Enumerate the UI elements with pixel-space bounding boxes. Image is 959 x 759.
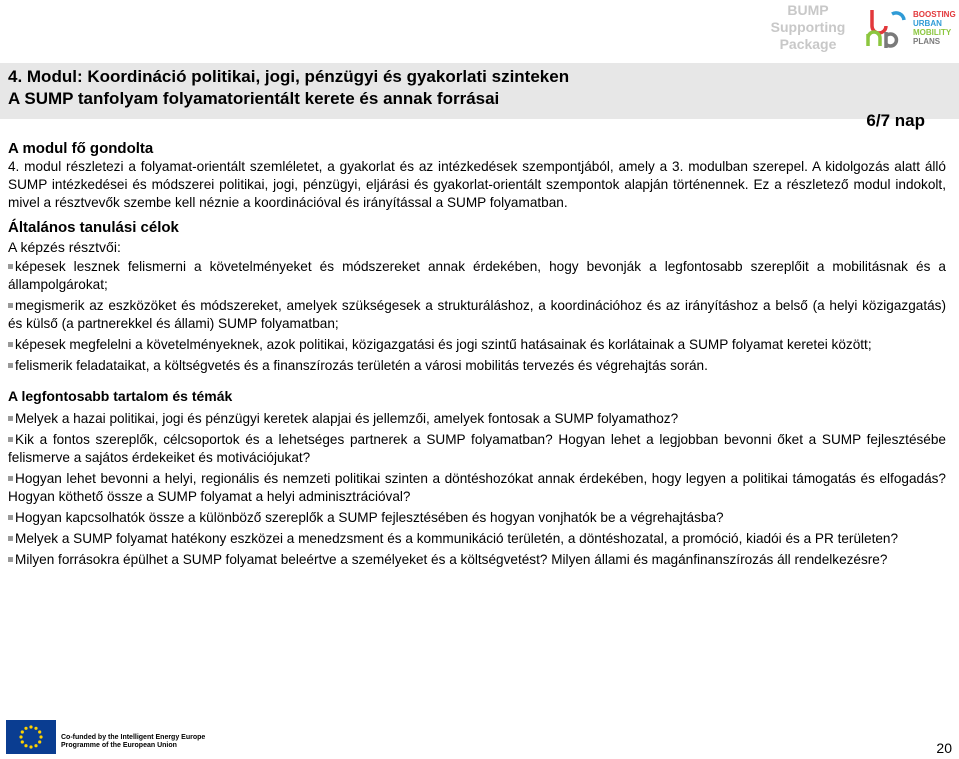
objectives-list [8, 258, 946, 375]
intro-text: 4. modul részletezi a folyamat-orientált szemléletet, a gyakorlat és az intézkedések szempontjából, amely a 3. modulban szerepel. A kidolgozás alatt álló SUMP intézkedései és módszerei politikai, jogi, pénzügyi, eljárási és gyakorlat-orientált szempontok alapján történennek. Ez a részletező modul indokolt, mivel a résztvevők szembe kell néznie a koordinációval és irányítással a SUMP folyamatban. [8, 159, 946, 210]
content-text: Kik a fontos szereplők, célcsoportok és a lehetséges partnerek a SUMP folyamatban? Hogyan lehet a legjobban bevonni őket a SUMP fejlesztésébe felismerve a sajátos érdekeiket és motivációjukat? [8, 432, 946, 465]
list-item [8, 297, 946, 333]
content-text: Milyen forrásokra épülhet a SUMP folyamat beleértve a személyeket és a költségvetést? Milyen állami és magánfinanszírozás áll rendelkezésre? [15, 552, 888, 567]
bullet-icon [8, 303, 13, 308]
module-subtitle: A SUMP tanfolyam folyamatorientált kerete és annak forrásai [8, 89, 500, 108]
list-item [8, 470, 946, 506]
eu-flag-icon [6, 720, 56, 754]
objective-text: megismerik az eszközöket és módszereket, amelyek szükségesek a strukturáláshoz, a koordinációhoz és az irányításhoz a belső (a helyi közigazgatás) és külső (a partnerekkel és állami) SUMP folyamatban; [8, 298, 946, 331]
bullet-icon [8, 536, 13, 541]
content-text: Melyek a hazai politikai, jogi és pénzügyi keretek alapjai és jellemzői, amelyek fontosak a SUMP folyamathoz? [15, 411, 679, 426]
list-item [8, 509, 946, 527]
list-item [8, 431, 946, 467]
bullet-icon [8, 264, 13, 269]
intro-heading: A modul fő gondolta [8, 140, 154, 157]
objectives-subheading: A képzés résztvői: [8, 239, 121, 255]
content-text: Hogyan lehet bevonni a helyi, regionális és nemzeti politikai szinten a döntéshozókat annak érdekében, hogy legyen a politikai támogatás és elfogadás? Hogyan köthető össze a SUMP folyamat a helyi adminisztrációval? [8, 471, 946, 504]
list-item [8, 530, 946, 548]
brand-line-1: BUMP [787, 2, 829, 18]
contents-list [8, 410, 946, 569]
page-number: 20 [936, 740, 952, 756]
bullet-icon [8, 363, 13, 368]
content-text: Hogyan kapcsolhatók össze a különböző szereplők a SUMP fejlesztésében és hogyan vonjhatók be a végrehajtásba? [15, 510, 724, 525]
eu-line-1: Co-funded by the Intelligent Energy Europe [61, 734, 206, 741]
eu-funding-text [61, 734, 205, 750]
brand-text [766, 2, 850, 53]
brand-line-2: Supporting [770, 19, 846, 35]
bullet-icon [8, 515, 13, 520]
logo-text-1: BOOSTING [913, 10, 956, 19]
logo-tagline [913, 10, 956, 46]
objective-text: képesek megfelelni a követelményeknek, azok politikai, közigazgatási és jogi szintű hatásainak és korlátainak a SUMP folyamat keretei között; [15, 337, 872, 352]
course-days: 6/7 nap [866, 111, 925, 130]
list-item [8, 410, 946, 428]
logo-text-4: PLANS [913, 37, 941, 46]
list-item [8, 551, 946, 569]
content-text: Melyek a SUMP folyamat hatékony eszközei a menedzsment és a kommunikáció területén, a döntéshozatal, a promóció, kiadói és a PR területen? [15, 531, 899, 546]
logo-text-2: URBAN [913, 19, 942, 28]
contents-heading: A legfontosabb tartalom és témák [8, 388, 233, 404]
list-item [8, 357, 946, 375]
bullet-icon [8, 557, 13, 562]
module-title: 4. Modul: Koordináció politikai, jogi, pénzügyi és gyakorlati szinteken [8, 67, 570, 86]
list-item [8, 258, 946, 294]
list-item [8, 336, 946, 354]
eu-line-2: Programme of the European Union [61, 742, 177, 749]
objective-text: képesek lesznek felismerni a követelményeket és módszereket annak érdekében, hogy bevonják a legfontosabb szereplőit a mobilitásnak és a állampolgárokat; [8, 259, 946, 292]
bullet-icon [8, 437, 13, 442]
bump-logo-icon [858, 4, 910, 59]
bullet-icon [8, 416, 13, 421]
module-content [8, 140, 946, 572]
bullet-icon [8, 342, 13, 347]
logo-text-3: MOBILITY [913, 28, 952, 37]
brand-line-3: Package [779, 36, 837, 52]
objective-text: felismerik feladataikat, a költségvetés és a finanszírozás területén a városi mobilitás tervezés és végrehajtás során. [15, 358, 708, 373]
bullet-icon [8, 476, 13, 481]
objectives-heading: Általános tanulási célok [8, 219, 179, 236]
